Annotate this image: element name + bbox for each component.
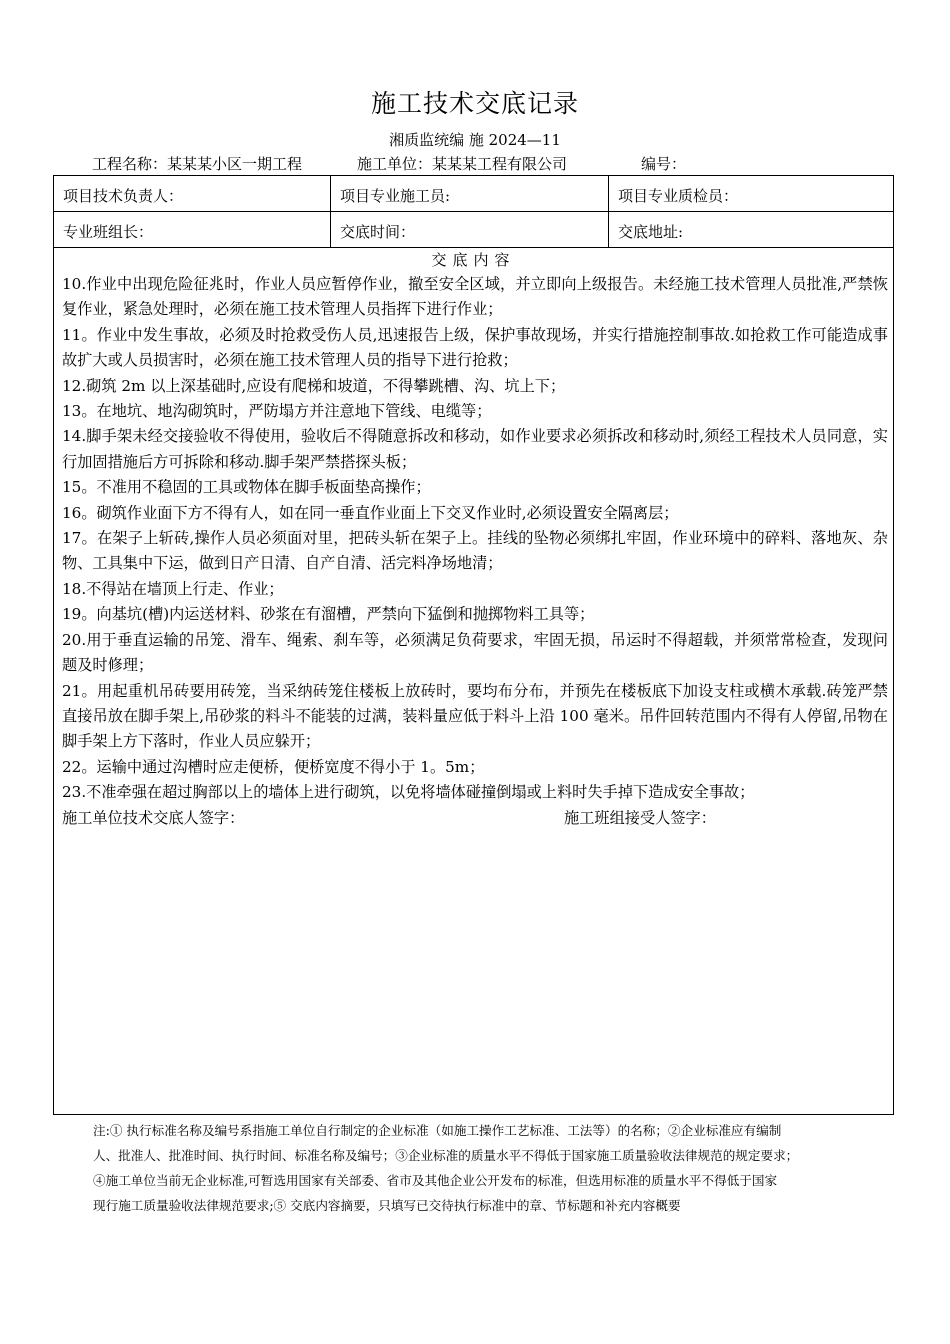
content-item: 11。作业中发生事故，必须及时抢救受伤人员,迅速报告上级，保护事故现场，并实行措施控制事故.如抢救工作可能造成事故扩大或人员损害时，必须在施工技术管理人员的指导下进行抢救； bbox=[62, 325, 888, 370]
table-divider bbox=[54, 211, 893, 212]
note-line: ④施工单位当前无企业标准,可暂选用国家有关部委、省市及其他企业公开发布的标准，但选用标准的质量水平不得低于国家 bbox=[93, 1173, 778, 1188]
content-heading: 交底内容 bbox=[431, 251, 516, 269]
content-item: 23.不准牵强在超过胸部以上的墙体上进行砌筑，以免将墙体碰撞倒塌或上料时失手掉下造成安全事故； bbox=[62, 783, 755, 802]
note-line: 注:① 执行标准名称及编号系指施工单位自行制定的企业标准（如施工操作工艺标准、工法等）的名称；②企业标准应有编制 bbox=[93, 1123, 782, 1138]
content-item: 22。运输中通过沟槽时应走便桥，便桥宽度不得小于 1。5m； bbox=[62, 757, 485, 776]
briefing-time-field: 交底时间： bbox=[340, 223, 416, 241]
briefing-address-field: 交底地址: bbox=[618, 223, 684, 241]
form-code: 湘质监统编 施 2024—11 bbox=[389, 131, 561, 149]
content-item: 10.作业中出现危险征兆时，作业人员应暂停作业，撤至安全区域，并立即向上级报告。未经施工技术管理人员批准,严禁恢复作业，紧急处理时，必须在施工技术管理人员指挥下进行作业； bbox=[62, 275, 888, 319]
column-divider bbox=[608, 176, 609, 247]
footnotes bbox=[93, 1118, 893, 1218]
content-item: 15。不准用不稳固的工具或物体在脚手板面垫高操作； bbox=[62, 478, 431, 497]
team-leader-field: 专业班组长： bbox=[63, 223, 154, 241]
construction-staff-field: 项目专业施工员: bbox=[340, 187, 451, 205]
content-item: 17。在架子上斩砖,操作人员必须面对里，把砖头斩在架子上。挂线的坠物必须绑扎牢固，作业环境中的碎料、落地灰、杂物、工具集中下运，做到日产日清、自产自清、活完料净场地清； bbox=[62, 529, 888, 573]
content-item: 16。砌筑作业面下方不得有人，如在同一垂直作业面上下交叉作业时,必须设置安全隔离层； bbox=[62, 503, 679, 522]
content-item: 18.不得站在墙顶上行走、作业； bbox=[62, 579, 284, 598]
note-line: 现行施工质量验收法律规范要求;⑤ 交底内容摘要，只填写已交待执行标准中的章、节标题和补充内容概要 bbox=[93, 1198, 681, 1213]
column-divider bbox=[330, 176, 331, 247]
briefing-content bbox=[62, 272, 888, 831]
receiver-signature-label: 施工班组接受人签字： bbox=[564, 808, 716, 827]
briefer-signature-label: 施工单位技术交底人签字： bbox=[62, 808, 245, 827]
content-item: 13。在地坑、地沟砌筑时，严防塌方并注意地下管线、电缆等； bbox=[62, 402, 492, 421]
table-divider bbox=[54, 247, 893, 248]
technical-lead-field: 项目技术负责人： bbox=[63, 187, 184, 205]
content-item: 21。用起重机吊砖要用砖笼，当采纳砖笼住楼板上放砖时，要均布分布，并预先在楼板底下加设支柱或横木承载.砖笼严禁直接吊放在脚手架上,吊砂浆的料斗不能装的过满，装料量应低于料斗上沿 100 毫米。吊件回转范围内不得有人停留,吊物在脚手架上方下落时，作业人员应躲开； bbox=[62, 681, 888, 751]
record-table bbox=[53, 175, 894, 1115]
note-line: 人、批准人、批准时间、执行时间、标准名称及编号；③企业标准的质量水平不得低于国家施工质量验收法律规范的规定要求； bbox=[93, 1148, 799, 1163]
content-item: 20.用于垂直运输的吊笼、滑车、绳索、刹车等，必须满足负荷要求，牢固无损，吊运时不得超载，并须常常检查，发现问题及时修理； bbox=[62, 630, 888, 675]
project-name: 工程名称：某某某小区一期工程 bbox=[92, 155, 303, 173]
content-item: 19。向基坑(槽)内运送材料、砂浆在有溜槽，严禁向下猛倒和抛掷物料工具等； bbox=[62, 605, 595, 624]
content-item: 12.砌筑 2m 以上深基础时,应设有爬梯和坡道，不得攀跳槽、沟、坑上下； bbox=[62, 376, 566, 395]
page-title: 施工技术交底记录 bbox=[370, 89, 579, 118]
record-number: 编号： bbox=[641, 155, 687, 173]
signature-row bbox=[62, 806, 888, 831]
content-item: 14.脚手架未经交接验收不得使用，验收后不得随意拆改和移动，如作业要求必须拆改和移动时,须经工程技术人员同意，实行加固措施后方可拆除和移动.脚手架严禁搭探头板； bbox=[62, 427, 888, 471]
quality-inspector-field: 项目专业质检员： bbox=[618, 187, 739, 205]
construction-unit: 施工单位：某某某工程有限公司 bbox=[357, 155, 568, 173]
